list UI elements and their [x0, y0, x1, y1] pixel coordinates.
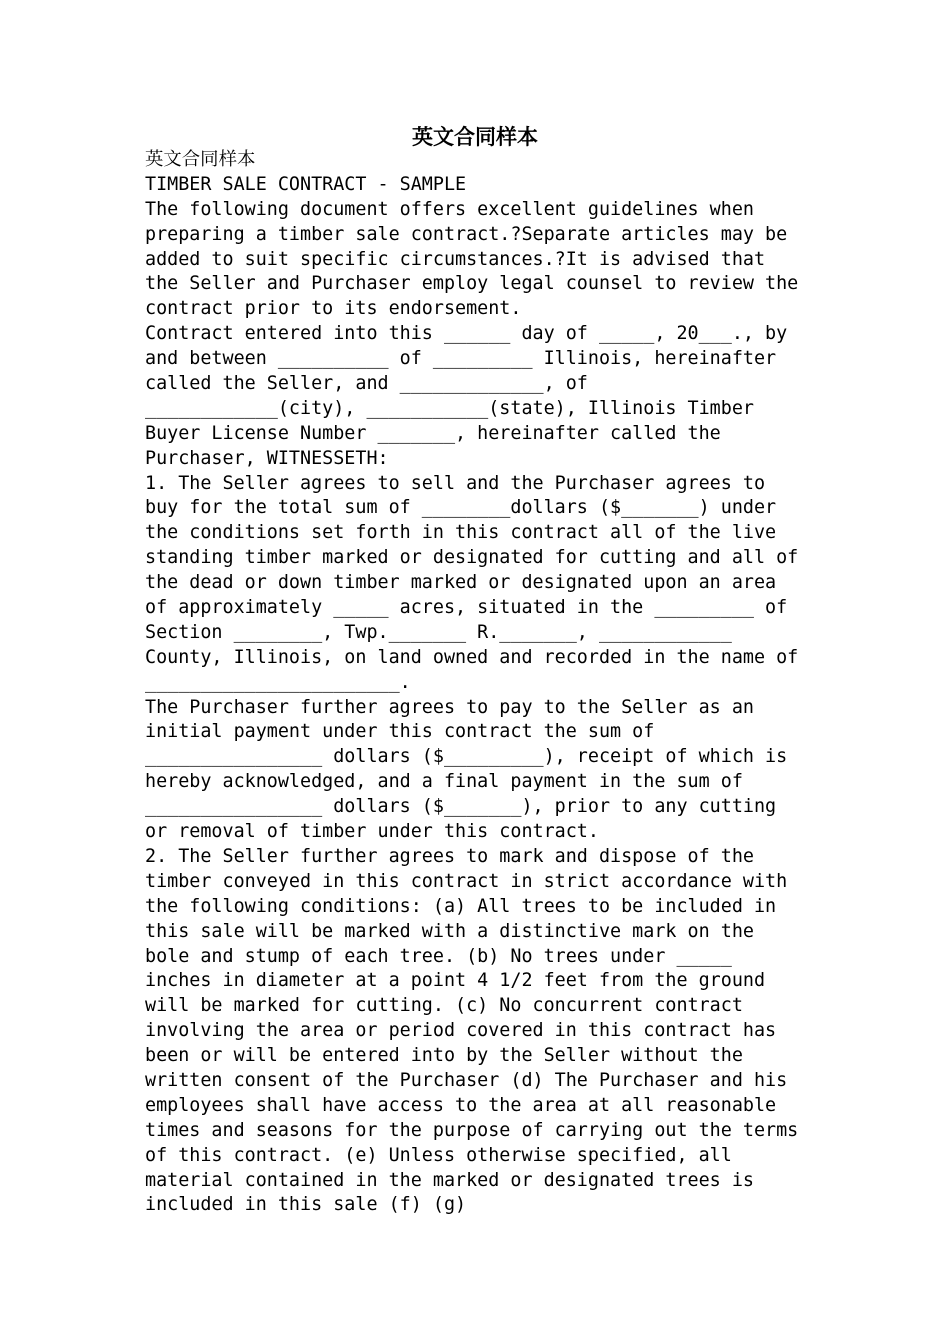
text-line: of approximately _____ acres, situated in the _________ of [145, 597, 788, 619]
text-line: the following conditions: (a) All trees to be included in [145, 895, 777, 917]
text-line: initial payment under this contract the sum of [145, 721, 655, 743]
text-line: The Purchaser further agrees to pay to the Seller as an [145, 696, 754, 718]
text-line: standing timber marked or designated for cutting and all of [145, 547, 799, 569]
text-line: and between __________ of _________ Illinois, hereinafter [145, 348, 777, 370]
text-line: 2. The Seller further agrees to mark and dispose of the [145, 845, 754, 867]
text-line: The following document offers excellent guidelines when [145, 198, 754, 220]
text-line: ____________(city), ___________(state), Illinois Timber [145, 397, 754, 419]
text-line: employees shall have access to the area at all reasonable [145, 1094, 777, 1116]
text-line: written consent of the Purchaser (d) The Purchaser and his [145, 1069, 788, 1091]
text-line: called the Seller, and _____________, of [145, 373, 588, 395]
text-line: timber conveyed in this contract in strict accordance with [145, 870, 788, 892]
text-line: buy for the total sum of ________dollars ($_______) under [145, 497, 777, 519]
text-line: the conditions set forth in this contract all of the live [145, 522, 777, 544]
text-line: _______________________. [145, 671, 411, 693]
text-line: will be marked for cutting. (c) No concurrent contract [145, 995, 743, 1017]
text-line: material contained in the marked or designated trees is [145, 1169, 754, 1191]
text-line: County, Illinois, on land owned and recorded in the name of [145, 646, 799, 668]
text-line: Buyer License Number _______, hereinafter called the [145, 422, 721, 444]
text-line: 英文合同样本 [145, 149, 256, 170]
text-line: preparing a timber sale contract.?Separate articles may be [145, 223, 788, 245]
document-body [145, 148, 825, 1218]
text-line: been or will be entered into by the Seller without the [145, 1045, 743, 1067]
text-line: of this contract. (e) Unless otherwise specified, all [145, 1144, 732, 1166]
text-line: Purchaser, WITNESSETH: [145, 447, 389, 469]
document-title: 英文合同样本 [412, 125, 538, 149]
text-line: inches in diameter at a point 4 1/2 feet from the ground [145, 970, 766, 992]
text-line: added to suit specific circumstances.?It is advised that [145, 248, 766, 270]
text-line: involving the area or period covered in this contract has [145, 1020, 777, 1042]
text-line: this sale will be marked with a distinctive mark on the [145, 920, 754, 942]
text-line: contract prior to its endorsement. [145, 298, 522, 320]
text-line: the Seller and Purchaser employ legal counsel to review the [145, 273, 799, 295]
text-line: hereby acknowledged, and a final payment in the sum of [145, 771, 743, 793]
text-line: ________________ dollars ($_______), prior to any cutting [145, 796, 777, 818]
text-line: Contract entered into this ______ day of _____, 20___., by [145, 323, 788, 345]
text-line: times and seasons for the purpose of carrying out the terms [145, 1119, 799, 1141]
text-line: Section ________, Twp._______ R._______, ____________ [145, 621, 732, 643]
text-line: TIMBER SALE CONTRACT - SAMPLE [145, 173, 467, 195]
text-line: bole and stump of each tree. (b) No trees under _____ [145, 945, 732, 967]
text-line: or removal of timber under this contract. [145, 821, 599, 843]
text-line: ________________ dollars ($_________), receipt of which is [145, 746, 788, 768]
text-line: 1. The Seller agrees to sell and the Purchaser agrees to [145, 472, 766, 494]
text-line: included in this sale (f) (g) [145, 1194, 467, 1216]
text-line: the dead or down timber marked or designated upon an area [145, 572, 777, 594]
